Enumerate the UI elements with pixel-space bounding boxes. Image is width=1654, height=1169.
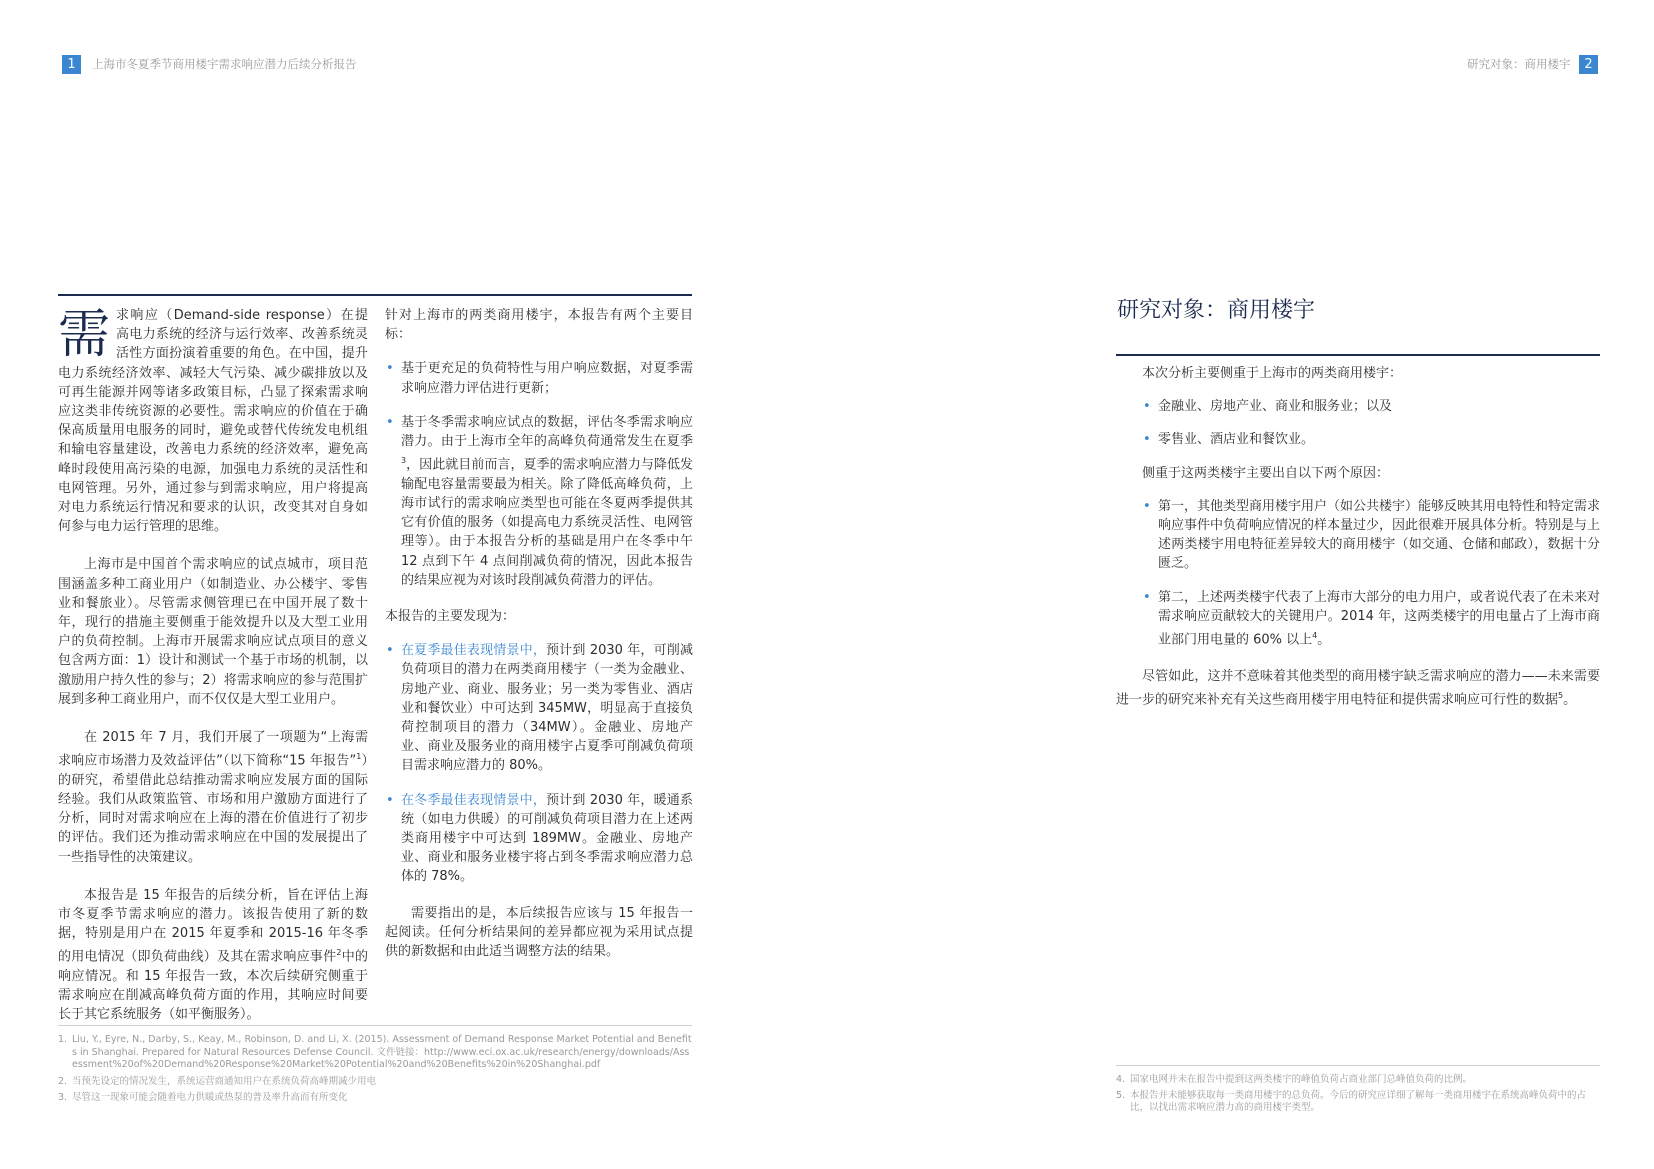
left-running-header: 上海市冬夏季节商用楼宇需求响应潜力后续分析报告 — [92, 57, 357, 71]
footnote — [1116, 1090, 1600, 1115]
right-column — [1116, 364, 1600, 709]
footnote — [58, 1034, 692, 1072]
highlight: 在夏季最佳表现情景中， — [401, 643, 546, 659]
reason-item — [1142, 497, 1600, 574]
text: 零售业、酒店业和餐饮业。 — [1158, 432, 1315, 448]
text: 。 — [1317, 632, 1331, 648]
dropcap: 需 — [58, 305, 111, 365]
text: 预计到 2030 年，暖通系统（如电力供暖）的可削减负荷项目潜力在上述两类商用楼宇中可达到 189MW。金融业、房地产业、商业和服务业楼宇将占到冬季需求响应潜力总体的 78%。 — [401, 792, 693, 885]
scope-item — [1142, 397, 1600, 416]
middle-column — [385, 306, 693, 961]
bullet-icon: • — [1143, 432, 1151, 448]
text: 基于冬季需求响应试点的数据，评估冬季需求响应潜力。由于上海市全年的高峰负荷通常发生在夏季 — [401, 414, 693, 450]
bullet-icon: • — [386, 792, 394, 808]
objective-item — [385, 413, 693, 590]
scope-item — [1142, 430, 1600, 449]
text: 第一，其他类型商用楼宇用户（如公共楼宇）能够反映其用电特性和特定需求响应事件中负荷响应情况的样本量过少，因此很难开展具体分析。特别是与上述两类楼宇用电特征差异较大的商用楼宇（如交通、仓储和邮政），数据十分匮乏。 — [1158, 498, 1601, 572]
text: 预计到 2030 年，可削减负荷项目的潜力在两类商用楼宇（一类为金融业、房地产业、商业、服务业；另一类为零售业、酒店业和餐饮业）中可达到 345MW，明显高于直接负荷控制项目的潜力（34MW）。金融业、房地产业、商业及服务业的商用楼宇占夏季可削减负荷项目需求响应潜力的 80%。 — [401, 643, 693, 774]
footnote-text: Liu, Y., Eyre, N., Darby, S., Keay, M., Robinson, D. and Li, X. (2015). Assessment of Demand Response Market Potential and Benefits in Shanghai. Prepared for Natural Resources Defense Council. 文件链接：http://www.eci.ox.ac.uk/research/energy/downloads/Assessment%20of%20Demand%20Response%20Market%20Potential%20and%20Benefits%20in%20Shanghai.pdf — [72, 1034, 692, 1070]
left-column — [58, 306, 368, 1025]
text: 尽管如此，这并不意味着其他类型的商用楼宇缺乏需求响应的潜力——未来需要进一步的研究来补充有关这些商用楼宇用电特征和提供需求响应可行性的数据 — [1116, 668, 1600, 708]
text: 第二，上述两类楼宇代表了上海市大部分的电力用户，或者说代表了在未来对需求响应贡献较大的关键用户。2014 年，这两类楼宇的用电量占了上海市商业部门用电量的 60% 以上 — [1158, 589, 1601, 648]
text: 本报告是 15 年报告的后续分析，旨在评估上海市冬夏季节需求响应的潜力。该报告使用了新的数据，特别是用户在 2015 年夏季和 2015-16 年冬季的用电情况（即负荷曲线）及其在需求响应事件 — [58, 887, 368, 965]
objectives-intro: 针对上海市的两类商用楼宇，本报告有两个主要目标： — [385, 308, 693, 343]
footnote-number: 5. — [1116, 1089, 1126, 1101]
footnote-ref: 4 — [1312, 631, 1318, 641]
left-top-rule — [58, 294, 692, 296]
reason-item — [1142, 588, 1600, 650]
closing-paragraph: 需要指出的是，本后续报告应该与 15 年报告一起阅读。任何分析结果间的差异都应视为采用试点提供的新数据和由此适当调整方法的结果。 — [385, 905, 693, 960]
findings-intro: 本报告的主要发现为： — [385, 608, 516, 624]
footnote-number: 3. — [58, 1092, 68, 1103]
text: ）的研究，希望借此总结推动需求响应发展方面的国际经验。我们从政策监管、市场和用户激励方面进行了分析，同时对需求响应在上海的潜在价值进行了初步的评估。我们还为推动需求响应在中国的发展提出了一些指导性的决策建议。 — [58, 753, 368, 865]
footnote-text: 尽管这一现象可能会随着电力供暖或热泵的普及率升高而有所变化 — [72, 1092, 348, 1103]
bullet-icon: • — [386, 643, 394, 659]
text: 在 2015 年 7 月，我们开展了一项题为“上海需求响应市场潜力及效益评估”（以下简称“15 年报告” — [58, 730, 368, 769]
right-footnote-rule — [1116, 1065, 1600, 1066]
highlight: 在冬季最佳表现情景中， — [401, 792, 546, 808]
bullet-icon: • — [386, 414, 394, 430]
text: 。 — [1563, 692, 1577, 708]
pilot-paragraph: 上海市是中国首个需求响应的试点城市，项目范围涵盖多种工商业用户（如制造业、办公楼宇、零售业和餐旅业）。尽管需求侧管理已在中国开展了数十年，现行的措施主要侧重于能效提升以及大型工业用户的负荷控制。上海市开展需求响应试点项目的意义包含两方面：1）设计和测试一个基于市场的机制，以激励用户持久性的参与；2）将需求响应的参与范围扩展到多种工商业用户，而不仅仅是大型工业用户。 — [58, 557, 368, 707]
footnote-ref: 1 — [356, 752, 362, 762]
reasons-intro: 侧重于这两类楼宇主要出自以下两个原因： — [1142, 465, 1390, 481]
footnote-ref: 5 — [1558, 690, 1564, 700]
bullet-icon: • — [1143, 498, 1151, 514]
footnote-ref: 3 — [401, 456, 407, 466]
footnote-text: 本报告并未能够获取每一类商用楼宇的总负荷。今后的研究应详细了解每一类商用楼宇在系统高峰负荷中的占比，以找出需求响应潜力高的商用楼宇类型。 — [1130, 1089, 1587, 1113]
text: 金融业、房地产业、商业和服务业；以及 — [1158, 399, 1393, 415]
section-title: 研究对象：商用楼宇 — [1117, 298, 1316, 323]
footnote — [58, 1092, 692, 1105]
right-running-header: 研究对象：商用楼宇 — [1467, 57, 1571, 71]
right-title-rule — [1116, 354, 1600, 356]
report-2015-paragraph — [58, 728, 368, 867]
right-footnotes — [1116, 1074, 1600, 1115]
text: 中的响应情况。和 15 年报告一致，本次后续研究侧重于需求响应在削减高峰负荷方面的作用，其响应时间要长于其它系统服务（如平衡服务）。 — [58, 949, 368, 1023]
scope-intro: 本次分析主要侧重于上海市的两类商用楼宇： — [1142, 366, 1403, 381]
footnote — [1116, 1074, 1600, 1087]
footnote-text: 当预先设定的情况发生，系统运营商通知用户在系统负荷高峰期减少用电 — [72, 1075, 377, 1087]
left-footnotes — [58, 1034, 692, 1105]
finding-item — [385, 791, 693, 887]
left-footnote-rule — [58, 1025, 692, 1026]
right-closing-paragraph — [1116, 667, 1600, 710]
footnote-number: 1. — [58, 1034, 68, 1045]
text: 基于更充足的负荷特性与用户响应数据，对夏季需求响应潜力评估进行更新； — [401, 361, 693, 396]
objective-item — [385, 359, 693, 397]
footnote-number: 4. — [1116, 1074, 1126, 1085]
intro-text: 求响应（Demand-side response）在提高电力系统的经济与运行效率、改善系统灵活性方面扮演着重要的角色。在中国，提升电力系统经济效率、减轻大气污染、减少碳排放以及可再生能源并网等诸多政策目标，凸显了探索需求响应这类非传统资源的必要性。需求响应的价值在于确保高质量用电服务的同时，避免或替代传统发电机组和输电容量建设，改善电力系统的经济效率，避免高峰时段使用高污染的电源，加强电力系统的灵活性和电网管理。另外，通过参与到需求响应，用户将提高对电力系统运行情况和要求的认识，改变其对自身如何参与电力运行管理的思维。 — [58, 308, 368, 535]
footnote-text: 国家电网并未在报告中提到这两类楼宇的峰值负荷占商业部门总峰值负荷的比例。 — [1130, 1074, 1473, 1085]
left-page-number: 1 — [62, 55, 81, 74]
followup-paragraph — [58, 886, 368, 1025]
footnote-ref: 2 — [336, 948, 342, 958]
bullet-icon: • — [1143, 399, 1151, 415]
bullet-icon: • — [386, 361, 394, 377]
finding-item — [385, 641, 693, 775]
right-page-number: 2 — [1579, 55, 1598, 74]
bullet-icon: • — [1143, 589, 1151, 605]
text: ，因此就目前而言，夏季的需求响应潜力与降低发输配电容量需要最为相关。除了降低高峰负荷，上海市试行的需求响应类型也可能在冬夏两季提供其它有价值的服务（如提高电力系统灵活性、电网管理等）。由于本报告分析的基础是用户在冬季中午 12 点到下午 4 点间削减负荷的情况，因此本报告的结果应视为对该时段削减负荷潜力的评估。 — [401, 457, 693, 588]
intro-paragraph — [58, 306, 368, 536]
footnote-number: 2. — [58, 1075, 68, 1087]
footnote — [58, 1076, 692, 1089]
